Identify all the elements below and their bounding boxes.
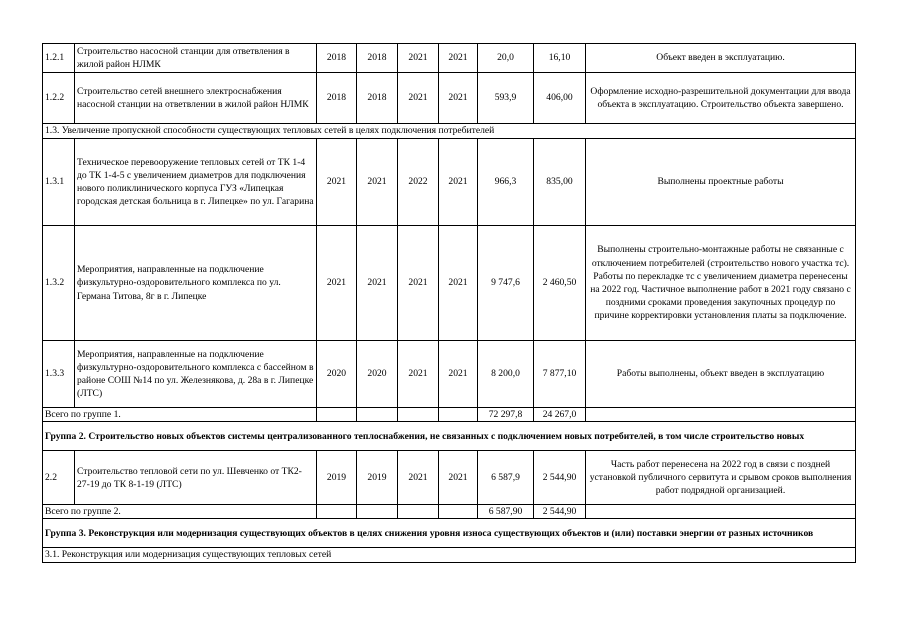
value-cell: 593,9 bbox=[478, 73, 534, 124]
empty-cell bbox=[317, 505, 357, 519]
year-cell: 2022 bbox=[398, 139, 439, 226]
empty-cell bbox=[317, 408, 357, 422]
empty-cell bbox=[357, 505, 398, 519]
note-cell: Оформление исходно-разрешительной документации для ввода объекта в эксплуатацию. Строительство объекта завершено. bbox=[586, 73, 856, 124]
note-cell: Работы выполнены, объект введен в эксплуатацию bbox=[586, 341, 856, 408]
table-row bbox=[43, 139, 856, 226]
row-name: Мероприятия, направленные на подключение физкультурно-оздоровительного комплекса по ул. Германа Титова, 8г в г. Липецке bbox=[75, 226, 317, 341]
row-name: Строительство тепловой сети по ул. Шевченко от ТК2-27-19 до ТК 8-1-19 (ЛТС) bbox=[75, 451, 317, 505]
year-cell: 2018 bbox=[317, 73, 357, 124]
year-cell: 2018 bbox=[357, 73, 398, 124]
table-row bbox=[43, 226, 856, 341]
year-cell: 2018 bbox=[357, 44, 398, 73]
total-label: Всего по группе 2. bbox=[43, 505, 317, 519]
value-cell: 20,0 bbox=[478, 44, 534, 73]
year-cell: 2020 bbox=[317, 341, 357, 408]
value-cell: 16,10 bbox=[534, 44, 586, 73]
group-row bbox=[43, 422, 856, 451]
year-cell: 2021 bbox=[357, 139, 398, 226]
year-cell: 2021 bbox=[439, 451, 478, 505]
row-number: 1.2.1 bbox=[43, 44, 75, 73]
table-row bbox=[43, 451, 856, 505]
empty-cell bbox=[586, 408, 856, 422]
empty-cell bbox=[439, 408, 478, 422]
section-row bbox=[43, 548, 856, 562]
value-cell: 6 587,9 bbox=[478, 451, 534, 505]
section-title: 1.3. Увеличение пропускной способности существующих тепловых сетей в целях подключения потребителей bbox=[43, 124, 856, 139]
year-cell: 2021 bbox=[398, 451, 439, 505]
row-number: 1.3.1 bbox=[43, 139, 75, 226]
note-cell: Часть работ перенесена на 2022 год в связи с поздней установкой публичного сервитута и срывом сроков выполнения работ подрядной организацией. bbox=[586, 451, 856, 505]
row-number: 1.3.2 bbox=[43, 226, 75, 341]
year-cell: 2021 bbox=[439, 341, 478, 408]
empty-cell bbox=[586, 505, 856, 519]
row-name: Мероприятия, направленные на подключение физкультурно-оздоровительного комплекса с бассейном в районе СОШ №14 по ул. Железнякова, д. 28а в г. Липецке (ЛТС) bbox=[75, 341, 317, 408]
year-cell: 2021 bbox=[439, 73, 478, 124]
value-cell: 406,00 bbox=[534, 73, 586, 124]
group-row bbox=[43, 519, 856, 548]
year-cell: 2021 bbox=[439, 139, 478, 226]
year-cell: 2021 bbox=[317, 226, 357, 341]
empty-cell bbox=[357, 408, 398, 422]
value-cell: 2 460,50 bbox=[534, 226, 586, 341]
year-cell: 2021 bbox=[398, 44, 439, 73]
total-value: 6 587,90 bbox=[478, 505, 534, 519]
year-cell: 2021 bbox=[439, 44, 478, 73]
total-value: 2 544,90 bbox=[534, 505, 586, 519]
table-row bbox=[43, 44, 856, 73]
report-table bbox=[42, 43, 856, 563]
year-cell: 2021 bbox=[398, 341, 439, 408]
year-cell: 2019 bbox=[357, 451, 398, 505]
year-cell: 2021 bbox=[317, 139, 357, 226]
year-cell: 2021 bbox=[439, 226, 478, 341]
total-value: 24 267,0 bbox=[534, 408, 586, 422]
row-number: 1.2.2 bbox=[43, 73, 75, 124]
total-label: Всего по группе 1. bbox=[43, 408, 317, 422]
section-row bbox=[43, 124, 856, 139]
empty-cell bbox=[398, 505, 439, 519]
total-value: 72 297,8 bbox=[478, 408, 534, 422]
year-cell: 2021 bbox=[357, 226, 398, 341]
value-cell: 2 544,90 bbox=[534, 451, 586, 505]
note-cell: Выполнены проектные работы bbox=[586, 139, 856, 226]
note-cell: Объект введен в эксплуатацию. bbox=[586, 44, 856, 73]
group-title: Группа 2. Строительство новых объектов системы централизованного теплоснабжения, не связанных с подключением новых потребителей, в том числе строительство новых bbox=[43, 422, 856, 451]
group-title: Группа 3. Реконструкция или модернизация существующих объектов в целях снижения уровня износа существующих объектов и (или) поставки энергии от разных источников bbox=[43, 519, 856, 548]
row-name: Строительство насосной станции для ответвления в жилой район НЛМК bbox=[75, 44, 317, 73]
year-cell: 2020 bbox=[357, 341, 398, 408]
year-cell: 2021 bbox=[398, 73, 439, 124]
table-row bbox=[43, 341, 856, 408]
value-cell: 9 747,6 bbox=[478, 226, 534, 341]
total-row bbox=[43, 408, 856, 422]
section-title: 3.1. Реконструкция или модернизация существующих тепловых сетей bbox=[43, 548, 856, 562]
value-cell: 7 877,10 bbox=[534, 341, 586, 408]
value-cell: 835,00 bbox=[534, 139, 586, 226]
row-name: Строительство сетей внешнего электроснабжения насосной станции на ответвлении в жилой район НЛМК bbox=[75, 73, 317, 124]
value-cell: 8 200,0 bbox=[478, 341, 534, 408]
year-cell: 2021 bbox=[398, 226, 439, 341]
note-cell: Выполнены строительно-монтажные работы не связанные с отключением потребителей (строительство нового участка тс). Работы по перекладке тс с увеличением диаметра перенесены на 2022 год. Частичное выполнение работ в 2021 году связано с поздними сроками проведения закупочных процедур по причине корректировки установления платы за подключение. bbox=[586, 226, 856, 341]
empty-cell bbox=[439, 505, 478, 519]
row-number: 2.2 bbox=[43, 451, 75, 505]
row-name: Техническое перевооружение тепловых сетей от ТК 1-4 до ТК 1-4-5 с увеличением диаметров для подключения нового поликлинического корпуса ГУЗ «Липецкая городская детская больница в г. Липецке» по ул. Гагарина bbox=[75, 139, 317, 226]
total-row bbox=[43, 505, 856, 519]
year-cell: 2019 bbox=[317, 451, 357, 505]
table-row bbox=[43, 73, 856, 124]
value-cell: 966,3 bbox=[478, 139, 534, 226]
empty-cell bbox=[398, 408, 439, 422]
row-number: 1.3.3 bbox=[43, 341, 75, 408]
year-cell: 2018 bbox=[317, 44, 357, 73]
